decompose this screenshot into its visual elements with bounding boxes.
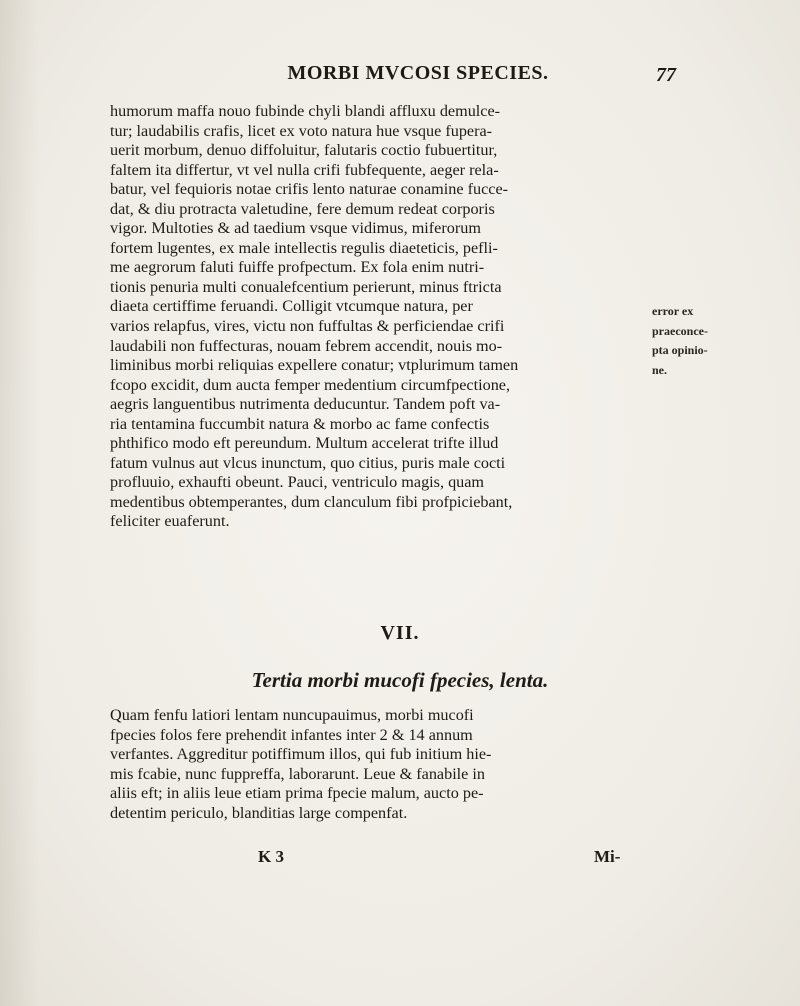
text-line: feliciter euaferunt. bbox=[110, 512, 230, 531]
text-line: varios relapfus, vires, victu non fuffultas & perficiendae crifi bbox=[110, 317, 505, 336]
text-line: fpecies folos fere prehendit infantes inter 2 & 14 annum bbox=[110, 725, 473, 744]
catchword: Mi- bbox=[594, 847, 621, 866]
text-line: vigor. Multoties & ad taedium vsque vidimus, miferorum bbox=[110, 219, 481, 238]
running-title: MORBI MVCOSI SPECIES. bbox=[287, 62, 549, 84]
margin-note-line: error ex bbox=[652, 304, 694, 318]
text-line: liminibus morbi reliquias expellere conatur; vtplurimum tamen bbox=[110, 356, 519, 375]
margin-note-line: ne. bbox=[652, 362, 667, 377]
text-line: tur; laudabilis crafis, licet ex voto natura hue vsque fupera- bbox=[110, 121, 493, 140]
text-line: Quam fenfu latiori lentam nuncupauimus, morbi mucofi bbox=[110, 706, 474, 724]
margin-note bbox=[652, 302, 718, 380]
text-line: profluuio, exhaufti obeunt. Pauci, ventriculo magis, quam bbox=[110, 473, 485, 492]
text-line: batur, vel fequioris notae crifis lento naturae conamine fucce- bbox=[110, 180, 509, 199]
text-line: medentibus obtemperantes, dum clanculum fibi profpiciebant, bbox=[110, 492, 513, 511]
text-line: me aegrorum faluti fuiffe profpectum. Ex fola enim nutri- bbox=[110, 258, 485, 277]
text-line: verfantes. Aggreditur potiffimum illos, qui fub initium hie- bbox=[110, 745, 492, 764]
signature-mark: K 3 bbox=[258, 847, 284, 866]
text-line: laudabili non fuffecturas, nouam febrem accendit, nouis mo- bbox=[110, 336, 503, 355]
text-line: fcopo excidit, dum aucta femper medentium circumfpectione, bbox=[110, 375, 511, 394]
text-line: faltem ita differtur, vt vel nulla crifi fubfequente, aeger rela- bbox=[110, 160, 499, 179]
paragraph-1 bbox=[110, 102, 642, 532]
text-line: tionis penuria multi conualefcentium perierunt, minus ftricta bbox=[110, 277, 502, 296]
text-line: aegris languentibus nutrimenta deducuntur. Tandem poft va- bbox=[110, 395, 501, 414]
section-number: VII. bbox=[380, 622, 420, 644]
text-line: diaeta certiffime feruandi. Colligit vtcumque natura, per bbox=[110, 297, 473, 316]
text-line: fortem lugentes, ex male intellectis regulis diaeteticis, pefli- bbox=[110, 238, 498, 257]
text-line: uerit morbum, denuo diffoluitur, falutaris coctio fubuertitur, bbox=[110, 141, 498, 160]
running-head bbox=[0, 62, 800, 94]
text-line: dat, & diu protracta valetudine, fere demum redeat corporis bbox=[110, 199, 495, 218]
text-line: mis fcabie, nunc fuppreffa, laborarunt. Leue & fanabile in bbox=[110, 764, 486, 783]
margin-note-line: pta opinio- bbox=[652, 343, 708, 357]
text-line: aliis eft; in aliis leue etiam prima fpecie malum, aucto pe- bbox=[110, 784, 484, 803]
text-line: humorum maffa nouo fubinde chyli blandi affluxu demulce- bbox=[110, 102, 501, 120]
page-gutter-shadow bbox=[0, 0, 40, 1006]
page-number: 77 bbox=[656, 64, 676, 86]
paragraph-2 bbox=[110, 706, 642, 823]
text-line: detentim periculo, blanditias large compenfat. bbox=[110, 803, 408, 822]
margin-note-line: praeconce- bbox=[652, 323, 708, 338]
text-line: phthifico modo eft pereundum. Multum accelerat trifte illud bbox=[110, 434, 499, 453]
text-line: fatum vulnus aut vlcus inunctum, quo citius, puris male cocti bbox=[110, 453, 506, 472]
section-title: Tertia morbi mucofi fpecies, lenta. bbox=[251, 668, 549, 692]
text-line: ria tentamina fuccumbit natura & morbo ac fame confectis bbox=[110, 414, 490, 433]
